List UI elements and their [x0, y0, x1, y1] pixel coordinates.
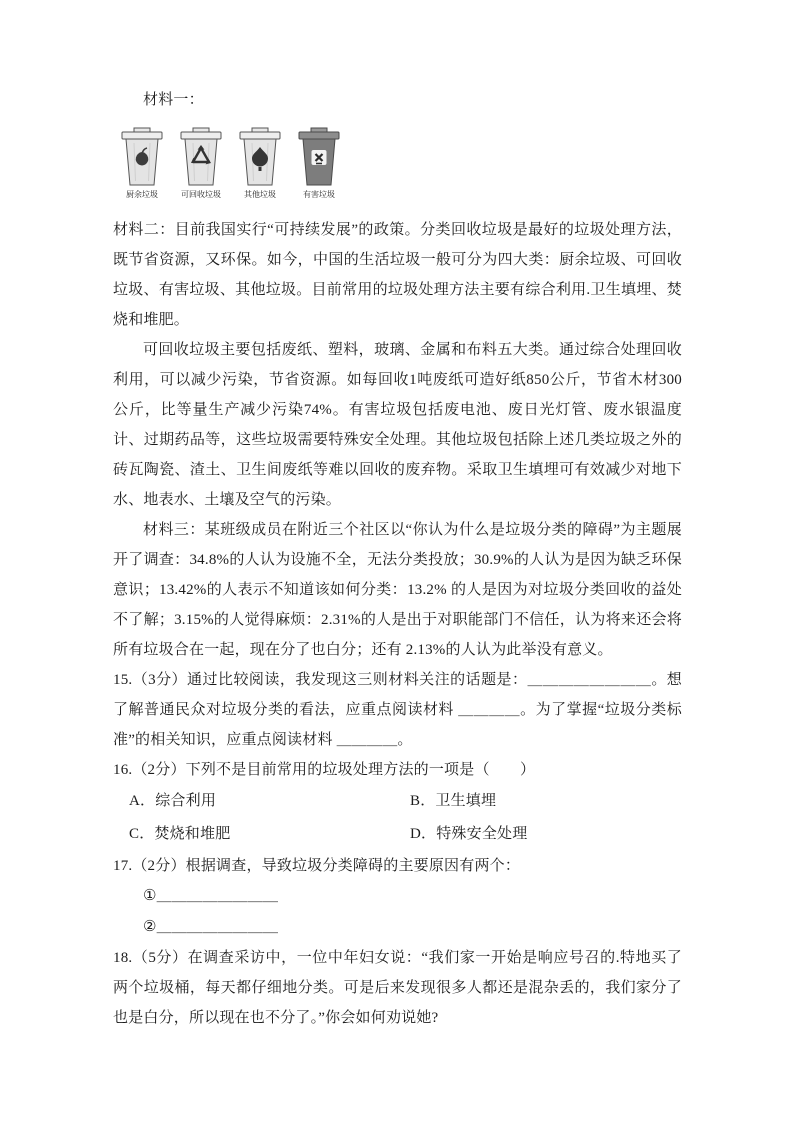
material1-label: 材料一：	[143, 92, 204, 108]
bin-hazardous-waste	[294, 127, 344, 201]
option-a: A．综合利用	[129, 793, 217, 809]
bin-label: 其他垃圾	[244, 190, 276, 199]
material3-paragraph: 材料三：某班级成员在附近三个社区以“你认为什么是垃圾分类的障碍”为主题展开了调查：34.8%的人认为设施不全，无法分类投放；30.9%的人认为是因为缺乏环保意识；13.42%的人表示不知道该如何分类：13.2% 的人是因为对垃圾分类回收的益处不了解；3.15%的人觉得麻烦：2.31%的人是出于对职能部门不信任，认为将来还会将所有垃圾合在一起，现在分了也白分；还有 2.13%的人认为此举没有意义。	[113, 522, 682, 658]
question-17-blank-2: ②＿＿＿＿＿＿＿＿	[143, 919, 279, 935]
kitchen-waste-bin-icon	[119, 127, 165, 187]
other-waste-bin-icon	[237, 127, 283, 187]
recycle-bin-icon	[178, 127, 224, 187]
bin-label: 有害垃圾	[303, 190, 335, 199]
question-16-options	[113, 785, 682, 851]
trash-bins-figure	[117, 127, 682, 201]
material2-paragraph: 材料二：目前我国实行“可持续发展”的政策。分类回收垃圾是最好的垃圾处理方法，既节省资源，又环保。如今，中国的生活垃圾一般可分为四大类：厨余垃圾、可回收垃圾、有害垃圾、其他垃圾。目前常用的垃圾处理方法主要有综合利用.卫生填埋、焚烧和堆肥。	[113, 222, 682, 328]
option-b: B．卫生填埋	[410, 793, 497, 809]
bin-kitchen-waste	[117, 127, 167, 201]
bin-label: 厨余垃圾	[126, 190, 158, 199]
question-18: 18.（5分）在调查采访中，一位中年妇女说：“我们家一开始是响应号召的.特地买了两个垃圾桶，每天都仔细地分类。可是后来发现很多人都还是混杂丢的，我们家分了也是白分，所以现在也不分了。”你会如何劝说她?	[113, 950, 682, 1026]
question-15: 15.（3分）通过比较阅读，我发现这三则材料关注的话题是：＿＿＿＿＿＿＿＿。想了解普通民众对垃圾分类的看法，应重点阅读材料 ＿＿＿＿。为了掌握“垃圾分类标准”的相关知识，应重点阅读材料 ＿＿＿＿。	[113, 672, 682, 748]
option-d: D．特殊安全处理	[410, 826, 528, 842]
hazardous-waste-bin-icon	[296, 127, 342, 187]
material2-paragraph-2: 可回收垃圾主要包括废纸、塑料，玻璃、金属和布料五大类。通过综合处理回收利用，可以减少污染，节省资源。如每回收1吨废纸可造好纸850公斤，节省木材300公斤，比等量生产减少污染74%。有害垃圾包括废电池、废日光灯管、废水银温度计、过期药品等，这些垃圾需要特殊安全处理。其他垃圾包括除上述几类垃圾之外的砖瓦陶瓷、渣土、卫生间废纸等难以回收的废弃物。采取卫生填埋可有效减少对地下水、地表水、土壤及空气的污染。	[113, 342, 682, 508]
option-c: C．焚烧和堆肥	[129, 826, 231, 842]
question-16-stem: 16.（2分）下列不是目前常用的垃圾处理方法的一项是（ ）	[113, 762, 536, 778]
question-17-stem: 17.（2分）根据调查，导致垃圾分类障碍的主要原因有两个：	[113, 858, 521, 874]
question-17-blank-1: ①＿＿＿＿＿＿＿＿	[143, 888, 279, 904]
bin-other-waste	[235, 127, 285, 201]
bin-label: 可回收垃圾	[181, 190, 221, 199]
bin-recyclable-waste	[176, 127, 226, 201]
